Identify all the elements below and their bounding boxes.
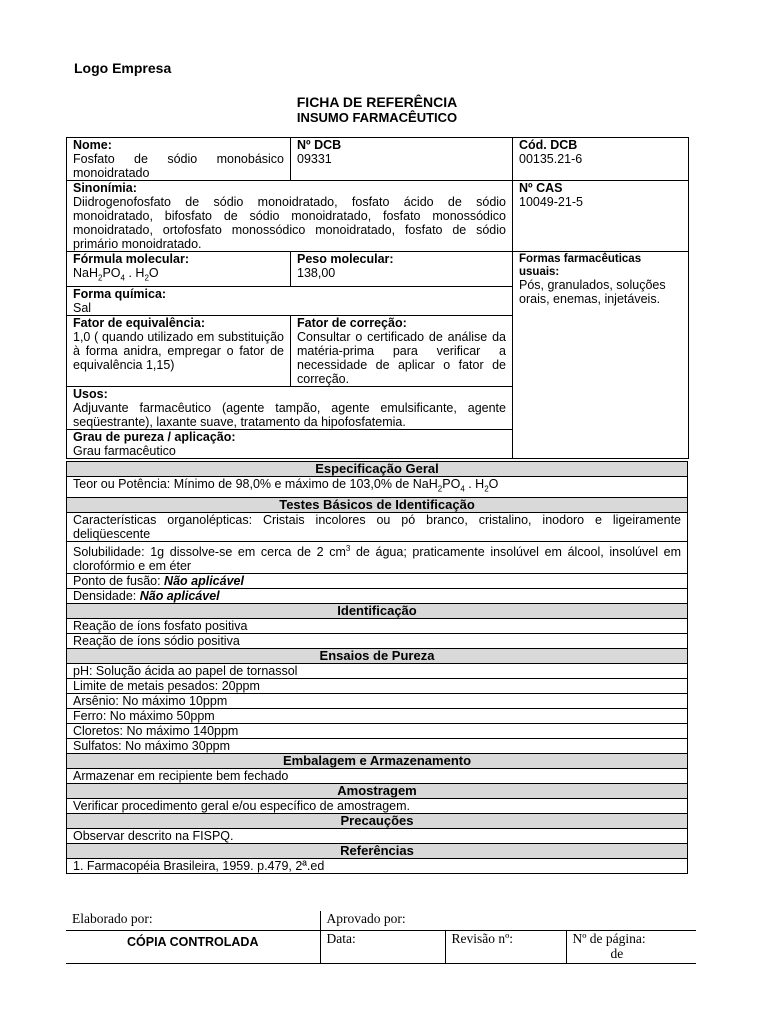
referencias-row: 1. Farmacopéia Brasileira, 1959. p.479, 2ª.ed (67, 858, 688, 873)
ensaio-item: Sulfatos: No máximo 30ppm (67, 738, 688, 753)
formula-cell (67, 252, 291, 287)
equiv-label: Fator de equivalência: (73, 315, 205, 330)
pureza-cell (67, 429, 513, 458)
identificacao-item: Reação de íons fosfato positiva (67, 618, 688, 633)
pagina-de: de (610, 945, 624, 961)
nome-cell (67, 138, 291, 181)
copia-controlada: CÓPIA CONTROLADA (66, 930, 320, 963)
nome-value: Fosfato de sódio monobásico monoidratado (73, 152, 284, 180)
densidade-row: Densidade: Não aplicável (67, 588, 688, 603)
ensaio-item: pH: Solução ácida ao papel de tornassol (67, 663, 688, 678)
formas-label: Formas farmacêuticas usuais: (519, 253, 642, 278)
correcao-label: Fator de correção: (297, 315, 407, 330)
ensaio-item: Arsênio: No máximo 10ppm (67, 693, 688, 708)
pagina-cell (566, 930, 696, 963)
ensaios-heading: Ensaios de Pureza (67, 648, 688, 663)
testes-heading: Testes Básicos de Identificação (67, 497, 688, 512)
formula-value: $NaH_2PO_4$ . $H_2O$ (73, 266, 159, 283)
dcb-value: 09331 (297, 152, 332, 166)
formas-cell (513, 252, 689, 459)
amostragem-row: Verificar procedimento geral e/ou específico de amostragem. (67, 798, 688, 813)
cas-cell (513, 181, 689, 252)
precaucoes-heading: Precauções (67, 813, 688, 828)
pureza-label: Grau de pureza / aplicação: (73, 429, 236, 444)
document-subtitle: INSUMO FARMACÊUTICO (296, 110, 458, 125)
cas-label: Nº CAS (519, 181, 563, 195)
forma-quimica-label: Forma química: (73, 286, 167, 301)
cod-dcb-value: 00135.21-6 (519, 152, 583, 166)
identificacao-item: Reação de íons sódio positiva (67, 633, 688, 648)
formas-value: Pós, granulados, soluções orais, enemas, injetáveis. (519, 278, 666, 306)
pureza-value: Grau farmacêutico (73, 443, 176, 458)
cod-dcb-label: Cód. DCB (519, 138, 578, 152)
correcao-value: Consultar o certificado de análise da matéria-prima para verificar a necessidade de aplicar o fator de correção. (297, 329, 506, 386)
pagina-label: Nº de página: (572, 930, 646, 946)
cod-dcb-cell (513, 138, 689, 181)
aprovado-cell: Aprovado por: (320, 911, 696, 930)
embalagem-row: Armazenar em recipiente bem fechado (67, 768, 688, 783)
sinonimia-value: Diidrogenofosfato de sódio monoidratado, fosfato ácido de sódio monoidratado, bifosfato de sódio monoidratado, fosfato monossódico monoidratado, ortofosfato monossódico monoidratado, fosfato de sódio primário monoidratado. (73, 195, 506, 251)
geral-heading: Especificação Geral (67, 462, 688, 477)
solubilidade-row: Solubilidade: 1g dissolve-se em cerca de 2 $cm^3$ de água; praticamente insolúvel em álcool, insolúvel em clorofórmio e em éter (67, 541, 688, 573)
ensaio-item: Cloretos: No máximo 140ppm (67, 723, 688, 738)
footer-table (66, 911, 696, 964)
usos-value: Adjuvante farmacêutico (agente tampão, agente emulsificante, agente seqüestrante), laxante suave, tratamento da hipofosfatemia. (73, 400, 506, 429)
correcao-cell (291, 315, 513, 386)
dcb-label: Nº DCB (297, 138, 342, 152)
forma-quimica-value: Sal (73, 300, 92, 315)
precaucoes-row: Observar descrito na FISPQ. (67, 828, 688, 843)
peso-label: Peso molecular: (297, 252, 394, 266)
usos-label: Usos: (73, 386, 108, 401)
identificacao-heading: Identificação (67, 603, 688, 618)
amostragem-heading: Amostragem (67, 783, 688, 798)
equiv-cell (67, 315, 291, 386)
fusao-row: Ponto de fusão: Não aplicável (67, 573, 688, 588)
peso-value: 138,00 (297, 266, 336, 280)
embalagem-heading: Embalagem e Armazenamento (67, 753, 688, 768)
elaborado-cell: Elaborado por: (66, 911, 320, 930)
sinonimia-label: Sinonímia: (73, 181, 137, 195)
company-logo: Logo Empresa (74, 60, 172, 76)
info-table (66, 137, 689, 459)
teor-row: Teor ou Potência: Mínimo de 98,0% e máximo de 103,0% de $NaH_2PO_4$ . $H_2O$ (67, 477, 688, 498)
ensaio-item: Ferro: No máximo 50ppm (67, 708, 688, 723)
ensaio-item: Limite de metais pesados: 20ppm (67, 678, 688, 693)
usos-cell (67, 386, 513, 429)
revisao-cell: Revisão nº: (445, 930, 566, 963)
formula-label: Fórmula molecular: (73, 252, 189, 266)
spec-table (66, 461, 688, 874)
peso-cell (291, 252, 513, 287)
forma-quimica-cell (67, 286, 513, 315)
referencias-heading: Referências (67, 843, 688, 858)
data-cell: Data: (320, 930, 445, 963)
document-title: FICHA DE REFERÊNCIA (296, 94, 458, 110)
cas-value: 10049-21-5 (519, 195, 583, 209)
organolepticas-row: Características organolépticas: Cristais incolores ou pó branco, cristalino, inodoro e ligeiramente deliqüescente (67, 512, 688, 541)
sinonimia-cell (67, 181, 513, 252)
equiv-value: 1,0 ( quando utilizado em substituição à forma anidra, empregar o fator de equivalência 1,15) (73, 329, 284, 372)
dcb-cell (291, 138, 513, 181)
nome-label: Nome: (73, 138, 112, 152)
